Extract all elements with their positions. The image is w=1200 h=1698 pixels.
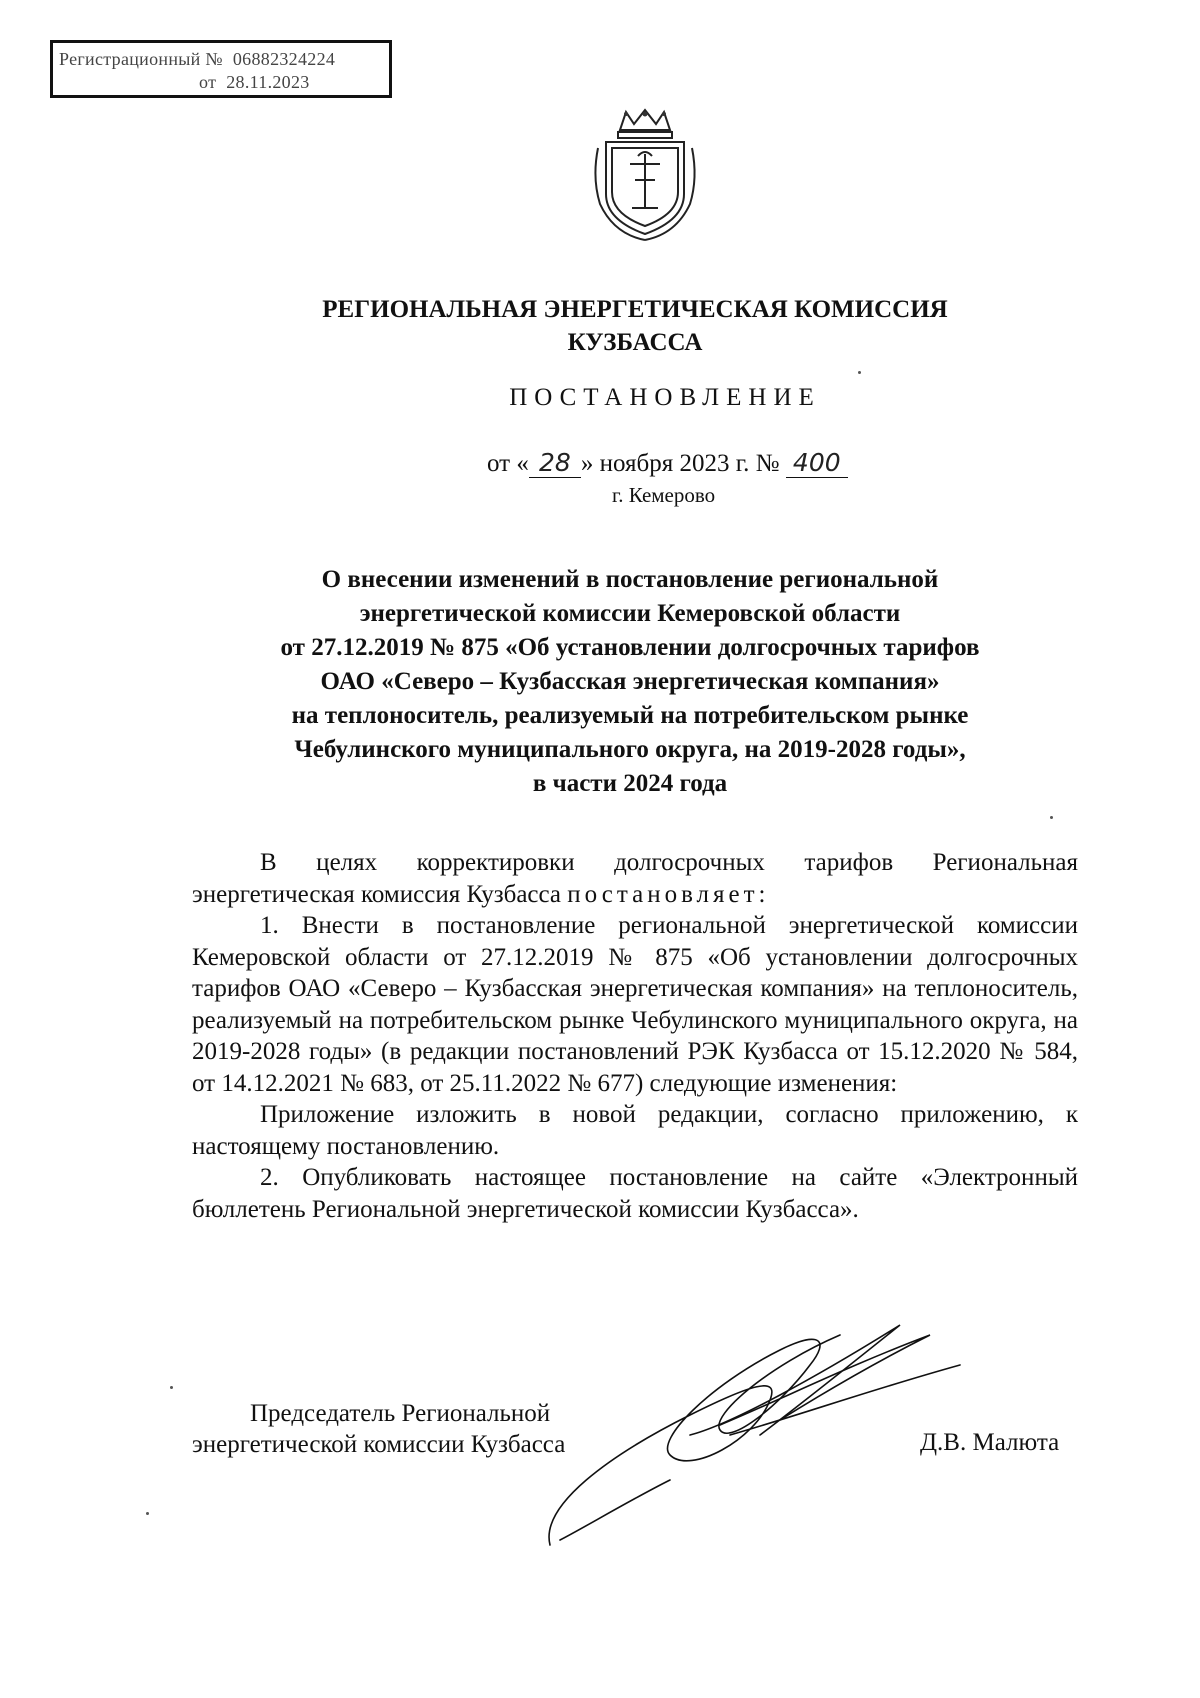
registration-label: Регистрационный № (59, 49, 223, 69)
subject-line: на теплоноситель, реализуемый на потребительском рынке (291, 702, 969, 729)
registration-stamp (50, 40, 392, 98)
document-type: ПОСТАНОВЛЕНИЕ (509, 384, 821, 411)
organization-line-2: КУЗБАССА (567, 329, 703, 356)
subject-line: О внесении изменений в постановление региональной (321, 566, 939, 593)
item-1-subparagraph: Приложение изложить в новой редакции, согласно приложению, к настоящему постановлению. (192, 1101, 1078, 1160)
subject-line: Чебулинского муниципального округа, на 2019-2028 годы», (294, 736, 966, 763)
signatory-title (192, 1398, 566, 1460)
signatory-title-line-2: энергетической комиссии Кузбасса (192, 1431, 566, 1458)
intro-text: В целях корректировки долгосрочных тарифов Региональная энергетическая комиссия Кузбасса (192, 849, 1078, 908)
scan-speck (146, 1512, 149, 1515)
document-body (192, 847, 1078, 1225)
item-1-paragraph: 1. Внести в постановление региональной энергетической комиссии Кемеровской области от 27.12.2019 № 875 «Об установлении долгосрочных тарифов ОАО «Северо – Кузбасская энергетическая компания» на теплоноситель, реализуемый на потребительском рынке Чебулинского муниципального округа, на 2019-2028 годы» (в редакции постановлений РЭК Кузбасса от 15.12.2020 № 584, от 14.12.2021 № 683, от 25.11.2022 № 677) следующие изменения: (192, 912, 1078, 1097)
intro-paragraph (192, 847, 1078, 910)
scan-speck (170, 1386, 173, 1389)
item-2-paragraph: 2. Опубликовать настоящее постановление на сайте «Электронный бюллетень Региональной энергетической комиссии Кузбасса». (192, 1164, 1078, 1223)
registration-date-prefix: от (199, 72, 217, 92)
signatory-name: Д.В. Малюта (920, 1429, 1060, 1456)
subject-line: ОАО «Северо – Кузбасская энергетическая компания» (320, 668, 940, 695)
scan-speck (1050, 816, 1053, 819)
subject-line: в части 2024 года (532, 770, 728, 797)
registration-number: 06882324224 (232, 49, 336, 69)
document-subject (200, 563, 1060, 801)
registration-number-line (59, 49, 335, 70)
signatory-title-line-1: Председатель Региональной (250, 1400, 551, 1427)
date-prefix: от « (487, 450, 529, 477)
document-date-line (487, 448, 848, 478)
date-middle: » ноября 2023 г. № (580, 450, 780, 477)
registration-date: 28.11.2023 (226, 72, 310, 92)
document-city: г. Кемерово (612, 483, 716, 507)
organization-name (250, 293, 1020, 359)
handwritten-document-number: 400 (786, 448, 848, 478)
intro-verb: постановляет: (567, 880, 770, 908)
registration-date-line (199, 72, 310, 93)
organization-line-1: РЕГИОНАЛЬНАЯ ЭНЕРГЕТИЧЕСКАЯ КОМИССИЯ (322, 296, 948, 323)
subject-line: энергетической комиссии Кемеровской области (359, 600, 901, 627)
scan-speck (858, 371, 861, 374)
kuzbass-coat-of-arms-icon (590, 108, 700, 243)
handwritten-day: 28 (529, 448, 581, 478)
subject-line: от 27.12.2019 № 875 «Об установлении долгосрочных тарифов (280, 634, 980, 661)
